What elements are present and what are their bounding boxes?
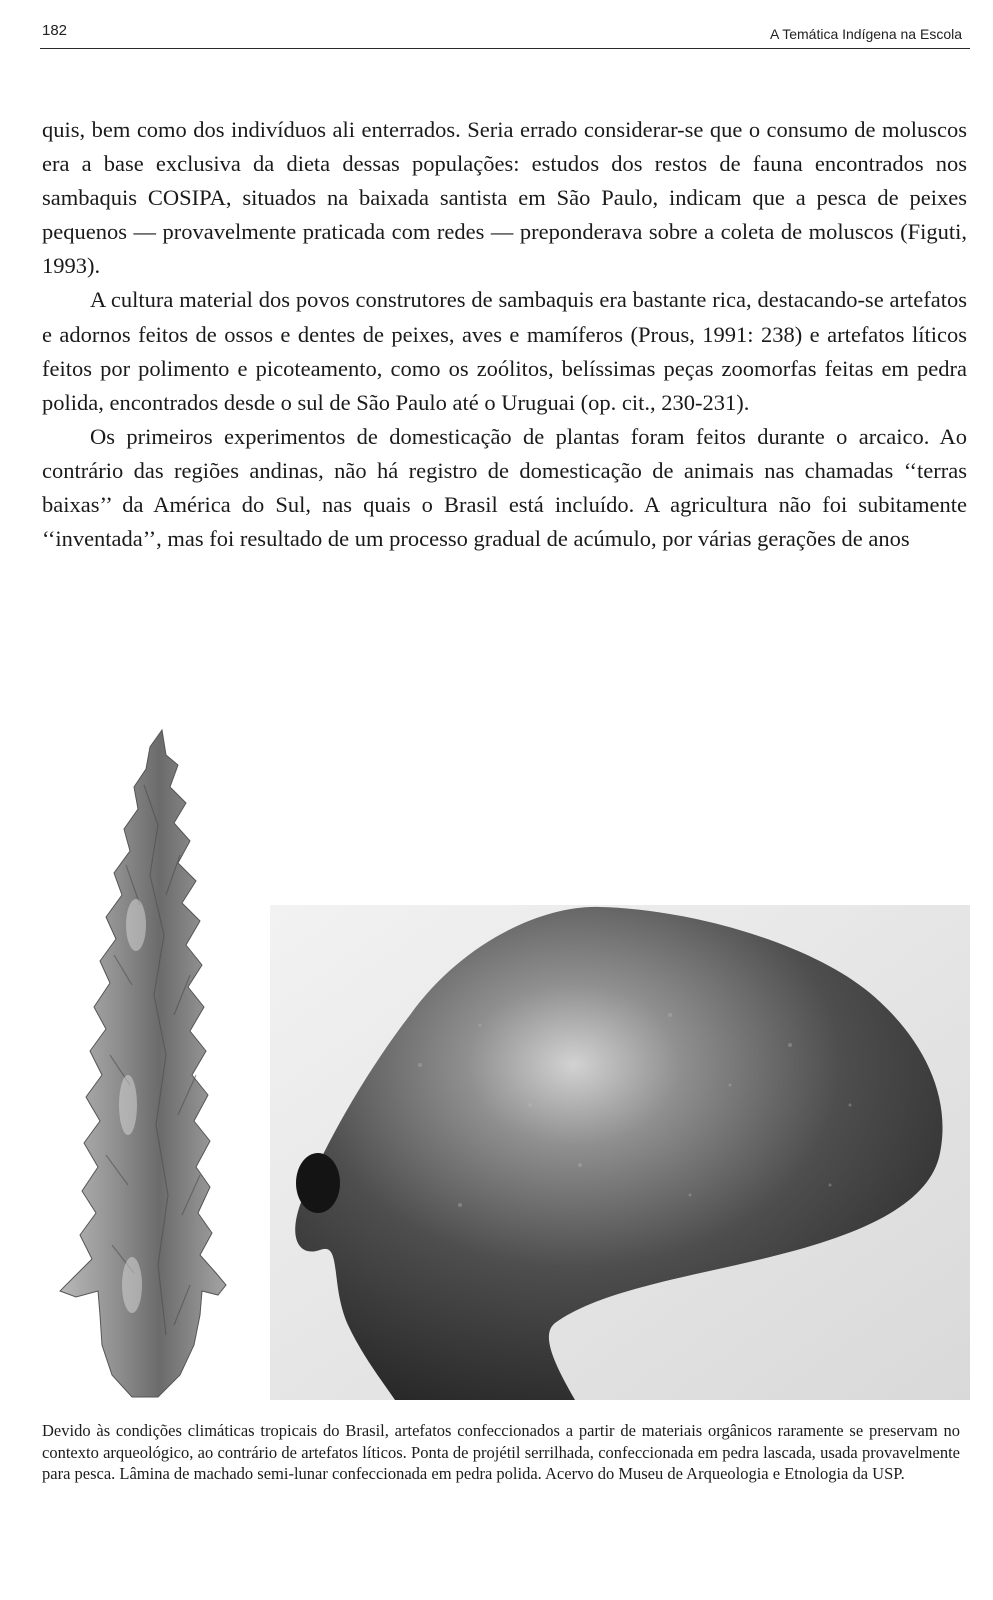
figure-caption: Devido às condições climáticas tropicais do Brasil, artefatos confeccionados a partir de materiais orgânicos raramente se preservam no contexto arqueológico, ao contrário de artefatos líticos. Ponta de projétil serrilhada, confeccionada em pedra lascada, usada provavelmente para pesca. Lâmina de machado semi-lunar confeccionada em pedra polida. Acervo do Museu de Arqueologia e Etnologia da USP. xyxy=(42,1421,960,1484)
page-number: 182 xyxy=(42,22,68,39)
body-text xyxy=(42,113,967,556)
paragraph-3: Os primeiros experimentos de domesticação de plantas foram feitos durante o arcaico. Ao contrário das regiões andinas, não há registro de domesticação de animais nas chamadas ‘‘terras baixas’’ da América do Sul, nas quais o Brasil está incluído. A agricultura não foi subitamente ‘‘inventada’’, mas foi resultado de um processo gradual de acúmulo, por várias gerações de anos xyxy=(42,423,967,552)
paragraph-2: A cultura material dos povos construtores de sambaquis era bastante rica, destacando-se artefatos e adornos feitos de ossos e dentes de peixes, aves e mamíferos (Prous, 1991: 238) e artefatos líticos feitos por polimento e picoteamento, como os zoólitos, belíssimas peças zoomorfas feitas em pedra polida, encontrados desde o sul de São Paulo até o Uruguai (op. cit., 230-231). xyxy=(42,287,967,415)
paragraph-1: quis, bem como dos indivíduos ali enterrados. Seria errado considerar-se que o consumo de moluscos era a base exclusiva da dieta dessas populações: estudos dos restos de fauna encontrados nos sambaquis COSIPA, situados na baixada santista em São Paulo, indicam que a pesca de peixes pequenos — provavelmente praticada com redes — preponderava sobre a coleta de moluscos (Figuti, 1993). xyxy=(42,117,967,279)
projectile-point-photo xyxy=(40,725,230,1400)
axe-blade-photo xyxy=(270,905,970,1400)
running-title: A Temática Indígena na Escola xyxy=(770,26,962,42)
page-header xyxy=(40,18,970,49)
